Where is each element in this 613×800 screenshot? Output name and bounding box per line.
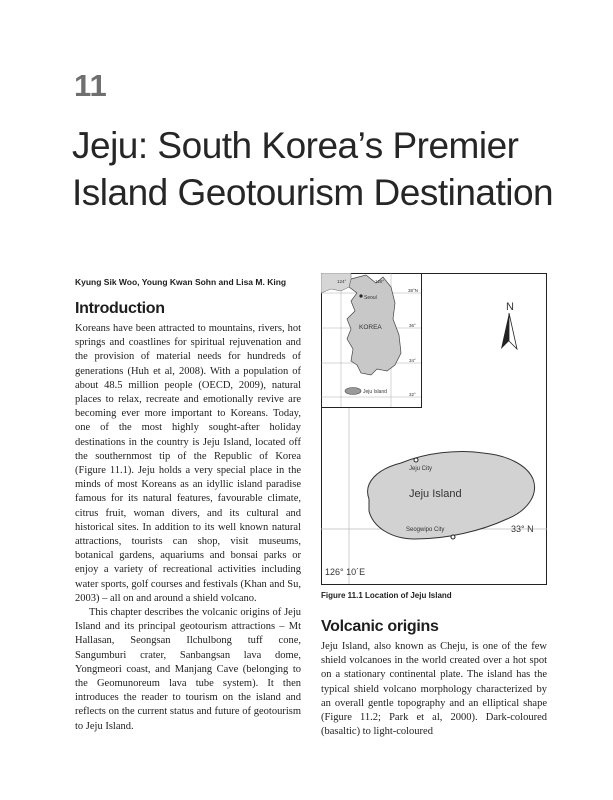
seoul-label: Seoul bbox=[364, 295, 377, 301]
chapter-title: Jeju: South Korea’s Premier Island Geotourism Destination bbox=[72, 125, 554, 213]
seogwipo-city-marker bbox=[451, 535, 455, 539]
left-column bbox=[75, 300, 301, 734]
chapter-number: 11 bbox=[74, 68, 107, 103]
inset-lat-label: 36° bbox=[409, 323, 416, 328]
jeju-city-label: Jeju City bbox=[409, 466, 433, 472]
figure-caption: Figure 11.1 Location of Jeju Island bbox=[321, 591, 452, 600]
introduction-paragraph-1: Koreans have been attracted to mountains, rivers, hot springs and coastlines for spiritual rejuvenation and the provision of material needs for hundreds of generations (Huh et al, 2008). With a population of about 48.5 million people (OECD, 2009), natural places to relax, recreate and emotionally revive are becoming ever more important to Koreans. Today, one of the most highly sought-after holiday destinations in the country is Jeju Island, located off the southernmost tip of the Republic of Korea (Figure 11.1). Jeju holds a very special place in the minds of most Koreans as an idyllic island paradise famous for its natural features, favourable climate, citrus fruit, woman divers, and its cultural and historical sites. In addition to its well known natural attractions, tourists can shop, visit museums, botanical gardens, aquariums and bonsai parks or enjoy a variety of recreational activities including water sports, golf courses and festivals (Khan and Su, 2003) – all on and around a shield volcano. bbox=[75, 323, 301, 604]
north-arrow-label: N bbox=[506, 301, 514, 313]
korea-label: KOREA bbox=[359, 324, 382, 331]
chapter-authors: Kyung Sik Woo, Young Kwan Sohn and Lisa M. King bbox=[75, 277, 287, 287]
figure-location-map bbox=[321, 273, 547, 585]
inset-map bbox=[321, 273, 422, 408]
inset-jeju-island bbox=[345, 388, 361, 395]
seogwipo-city-label: Seogwipo City bbox=[406, 527, 445, 533]
inset-lat-label: 38°N bbox=[408, 288, 419, 293]
jeju-city-marker bbox=[414, 458, 418, 462]
introduction-paragraph-2: This chapter describes the volcanic origins of Jeju Island and its principal geotourism attractions – Mt Hallasan, Seongsan Ilchulbong tuff cone, Sangumburi crater, Sanbangsan lava dome, Yongmeori coast, and Manjang Cave (belonging to the Geomunoreum lava tube system). It then introduces the reader to tourism on the island and reflects on the current status and future of geotourism to Jeju Island. bbox=[75, 607, 301, 732]
introduction-heading: Introduction bbox=[75, 300, 165, 317]
volcanic-origins-paragraph: Jeju Island, also known as Cheju, is one of the few shield volcanoes in the world created over a hot spot on a stationary continental plate. The island has the typical shield volcano morphology characterized by an overall gentle topography and an elliptical shape (Figure 11.2; Park et al, 2000). Dark-coloured (basaltic) to light-coloured bbox=[321, 641, 547, 738]
right-column bbox=[321, 618, 547, 739]
inset-lon-label: 128° bbox=[375, 279, 385, 284]
volcanic-origins-heading: Volcanic origins bbox=[321, 618, 439, 635]
inset-lat-label: 32° bbox=[409, 392, 416, 397]
seoul-marker bbox=[359, 294, 362, 297]
inset-jeju-label: Jeju Island bbox=[363, 389, 387, 395]
location-map bbox=[321, 273, 547, 585]
inset-lon-label: 124° bbox=[337, 279, 347, 284]
longitude-label: 126° 10´E bbox=[325, 567, 366, 577]
latitude-label: 33° N bbox=[511, 524, 534, 534]
jeju-island-label: Jeju Island bbox=[409, 488, 462, 500]
inset-lat-label: 34° bbox=[409, 358, 416, 363]
